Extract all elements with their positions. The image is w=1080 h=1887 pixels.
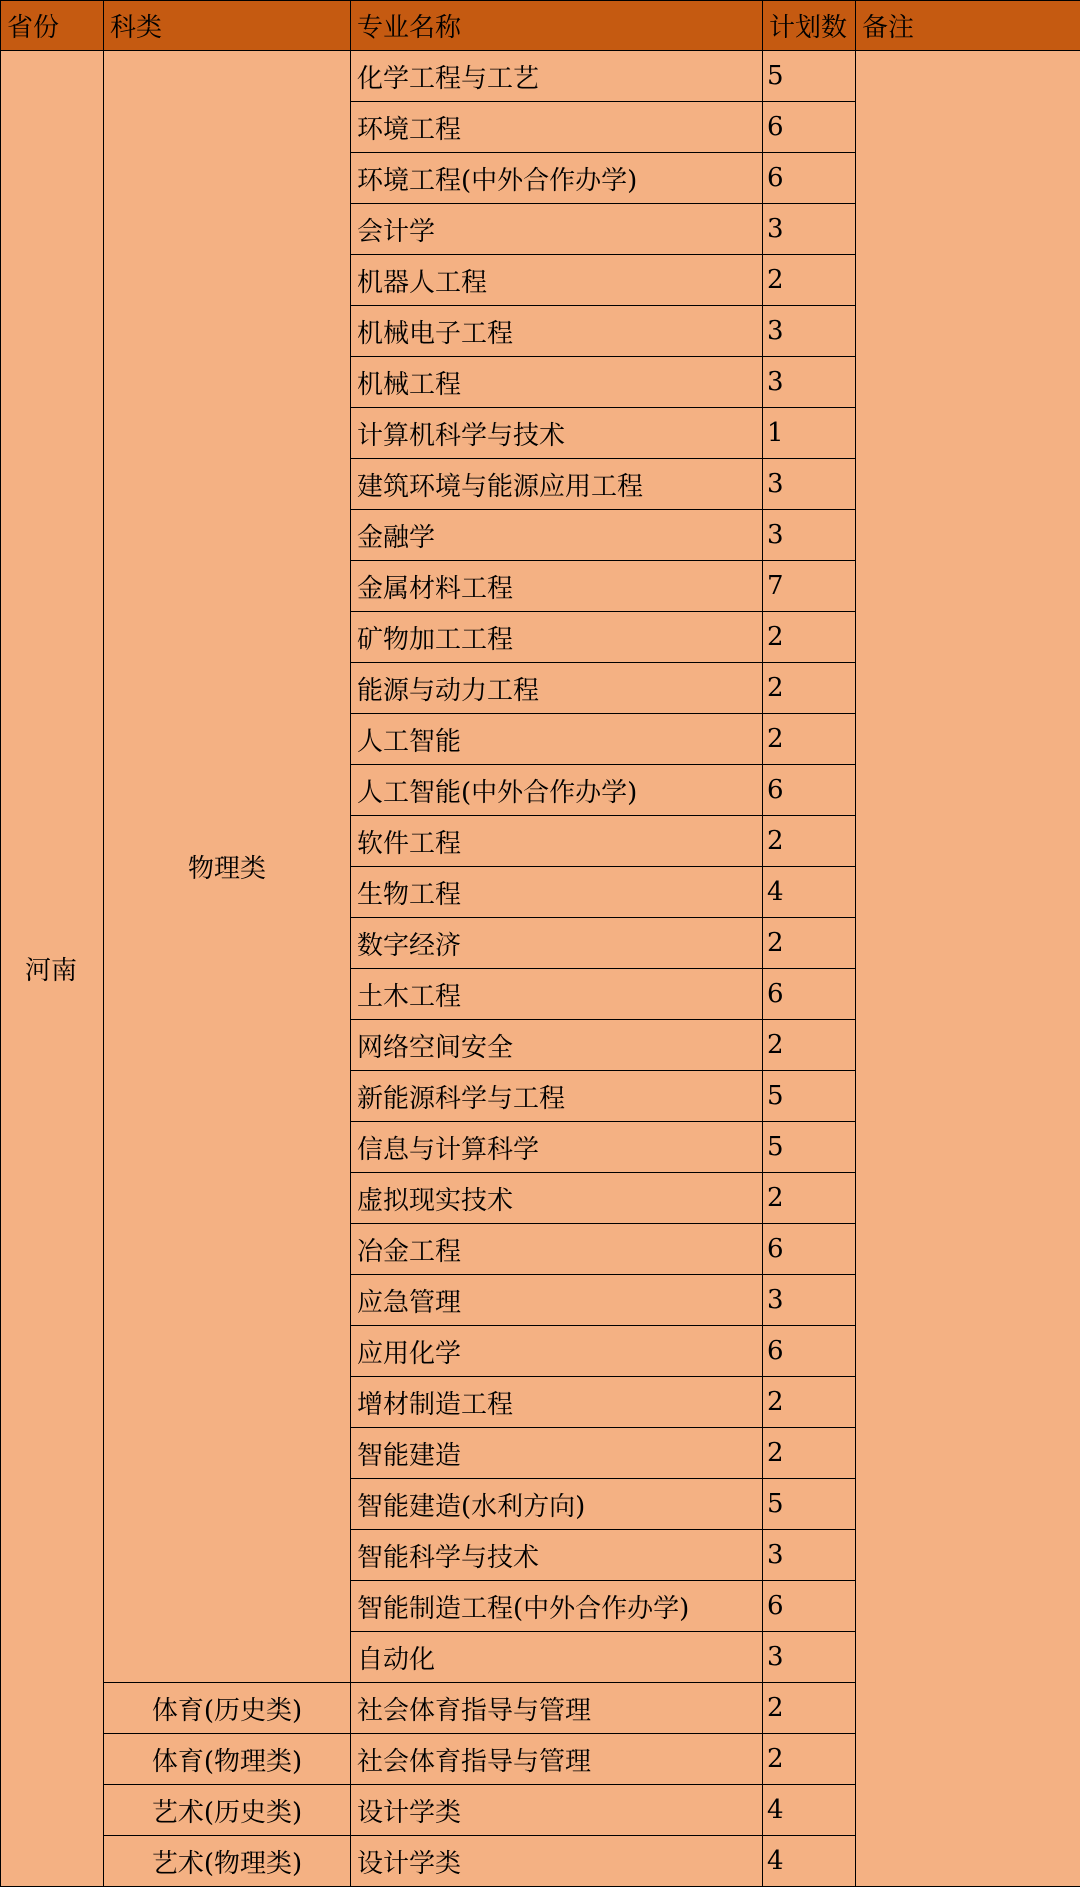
major-name-cell: 智能建造(水利方向) xyxy=(351,1479,763,1530)
plan-count-cell: 7 xyxy=(763,561,856,612)
major-name-cell: 人工智能(中外合作办学) xyxy=(351,765,763,816)
plan-count-cell: 2 xyxy=(763,1428,856,1479)
header-province: 省份 xyxy=(1,1,104,51)
major-name-cell: 能源与动力工程 xyxy=(351,663,763,714)
plan-count-cell: 6 xyxy=(763,153,856,204)
header-note: 备注 xyxy=(856,1,1080,51)
category-cell: 体育(历史类) xyxy=(104,1683,351,1734)
plan-count-cell: 5 xyxy=(763,1071,856,1122)
plan-count-cell: 2 xyxy=(763,612,856,663)
major-name-cell: 机械工程 xyxy=(351,357,763,408)
major-name-cell: 网络空间安全 xyxy=(351,1020,763,1071)
plan-count-cell: 5 xyxy=(763,1122,856,1173)
major-name-cell: 冶金工程 xyxy=(351,1224,763,1275)
plan-count-cell: 6 xyxy=(763,1224,856,1275)
major-name-cell: 设计学类 xyxy=(351,1785,763,1836)
major-name-cell: 智能制造工程(中外合作办学) xyxy=(351,1581,763,1632)
major-name-cell: 计算机科学与技术 xyxy=(351,408,763,459)
major-name-cell: 机器人工程 xyxy=(351,255,763,306)
plan-count-cell: 3 xyxy=(763,204,856,255)
major-name-cell: 环境工程 xyxy=(351,102,763,153)
plan-count-cell: 6 xyxy=(763,102,856,153)
plan-count-cell: 3 xyxy=(763,510,856,561)
major-name-cell: 软件工程 xyxy=(351,816,763,867)
plan-count-cell: 6 xyxy=(763,1326,856,1377)
plan-count-cell: 3 xyxy=(763,357,856,408)
major-name-cell: 金属材料工程 xyxy=(351,561,763,612)
table-body xyxy=(1,51,1080,1887)
major-name-cell: 建筑环境与能源应用工程 xyxy=(351,459,763,510)
plan-count-cell: 2 xyxy=(763,255,856,306)
major-name-cell: 化学工程与工艺 xyxy=(351,51,763,102)
major-name-cell: 设计学类 xyxy=(351,1836,763,1887)
header-category: 科类 xyxy=(104,1,351,51)
major-name-cell: 会计学 xyxy=(351,204,763,255)
table-row xyxy=(1,51,1080,102)
category-cell: 艺术(物理类) xyxy=(104,1836,351,1887)
major-name-cell: 增材制造工程 xyxy=(351,1377,763,1428)
major-name-cell: 土木工程 xyxy=(351,969,763,1020)
plan-count-cell: 3 xyxy=(763,306,856,357)
plan-count-cell: 6 xyxy=(763,969,856,1020)
plan-count-cell: 2 xyxy=(763,918,856,969)
major-name-cell: 数字经济 xyxy=(351,918,763,969)
plan-count-cell: 4 xyxy=(763,1836,856,1887)
plan-count-cell: 6 xyxy=(763,1581,856,1632)
major-name-cell: 新能源科学与工程 xyxy=(351,1071,763,1122)
plan-count-cell: 6 xyxy=(763,765,856,816)
major-name-cell: 应急管理 xyxy=(351,1275,763,1326)
plan-count-cell: 2 xyxy=(763,663,856,714)
major-name-cell: 社会体育指导与管理 xyxy=(351,1734,763,1785)
category-cell: 体育(物理类) xyxy=(104,1734,351,1785)
plan-count-cell: 4 xyxy=(763,867,856,918)
major-name-cell: 信息与计算科学 xyxy=(351,1122,763,1173)
plan-count-cell: 4 xyxy=(763,1785,856,1836)
category-cell: 艺术(历史类) xyxy=(104,1785,351,1836)
province-cell: 河南 xyxy=(1,51,104,1887)
major-name-cell: 智能科学与技术 xyxy=(351,1530,763,1581)
plan-count-cell: 1 xyxy=(763,408,856,459)
plan-count-cell: 3 xyxy=(763,1530,856,1581)
plan-count-cell: 2 xyxy=(763,1173,856,1224)
plan-count-cell: 2 xyxy=(763,1734,856,1785)
plan-count-cell: 2 xyxy=(763,816,856,867)
plan-count-cell: 5 xyxy=(763,51,856,102)
header-major: 专业名称 xyxy=(351,1,763,51)
plan-count-cell: 3 xyxy=(763,459,856,510)
note-cell xyxy=(856,51,1080,1887)
major-name-cell: 环境工程(中外合作办学) xyxy=(351,153,763,204)
major-name-cell: 应用化学 xyxy=(351,1326,763,1377)
plan-count-cell: 3 xyxy=(763,1632,856,1683)
major-name-cell: 生物工程 xyxy=(351,867,763,918)
plan-count-cell: 2 xyxy=(763,1377,856,1428)
plan-count-cell: 2 xyxy=(763,714,856,765)
header-plan: 计划数 xyxy=(763,1,856,51)
category-cell: 物理类 xyxy=(104,51,351,1683)
plan-count-cell: 2 xyxy=(763,1020,856,1071)
major-name-cell: 自动化 xyxy=(351,1632,763,1683)
major-name-cell: 智能建造 xyxy=(351,1428,763,1479)
table-header-row xyxy=(1,1,1080,51)
plan-count-cell: 2 xyxy=(763,1683,856,1734)
major-name-cell: 矿物加工工程 xyxy=(351,612,763,663)
major-name-cell: 人工智能 xyxy=(351,714,763,765)
major-name-cell: 金融学 xyxy=(351,510,763,561)
plan-count-cell: 3 xyxy=(763,1275,856,1326)
major-name-cell: 虚拟现实技术 xyxy=(351,1173,763,1224)
major-name-cell: 机械电子工程 xyxy=(351,306,763,357)
major-name-cell: 社会体育指导与管理 xyxy=(351,1683,763,1734)
plan-count-cell: 5 xyxy=(763,1479,856,1530)
